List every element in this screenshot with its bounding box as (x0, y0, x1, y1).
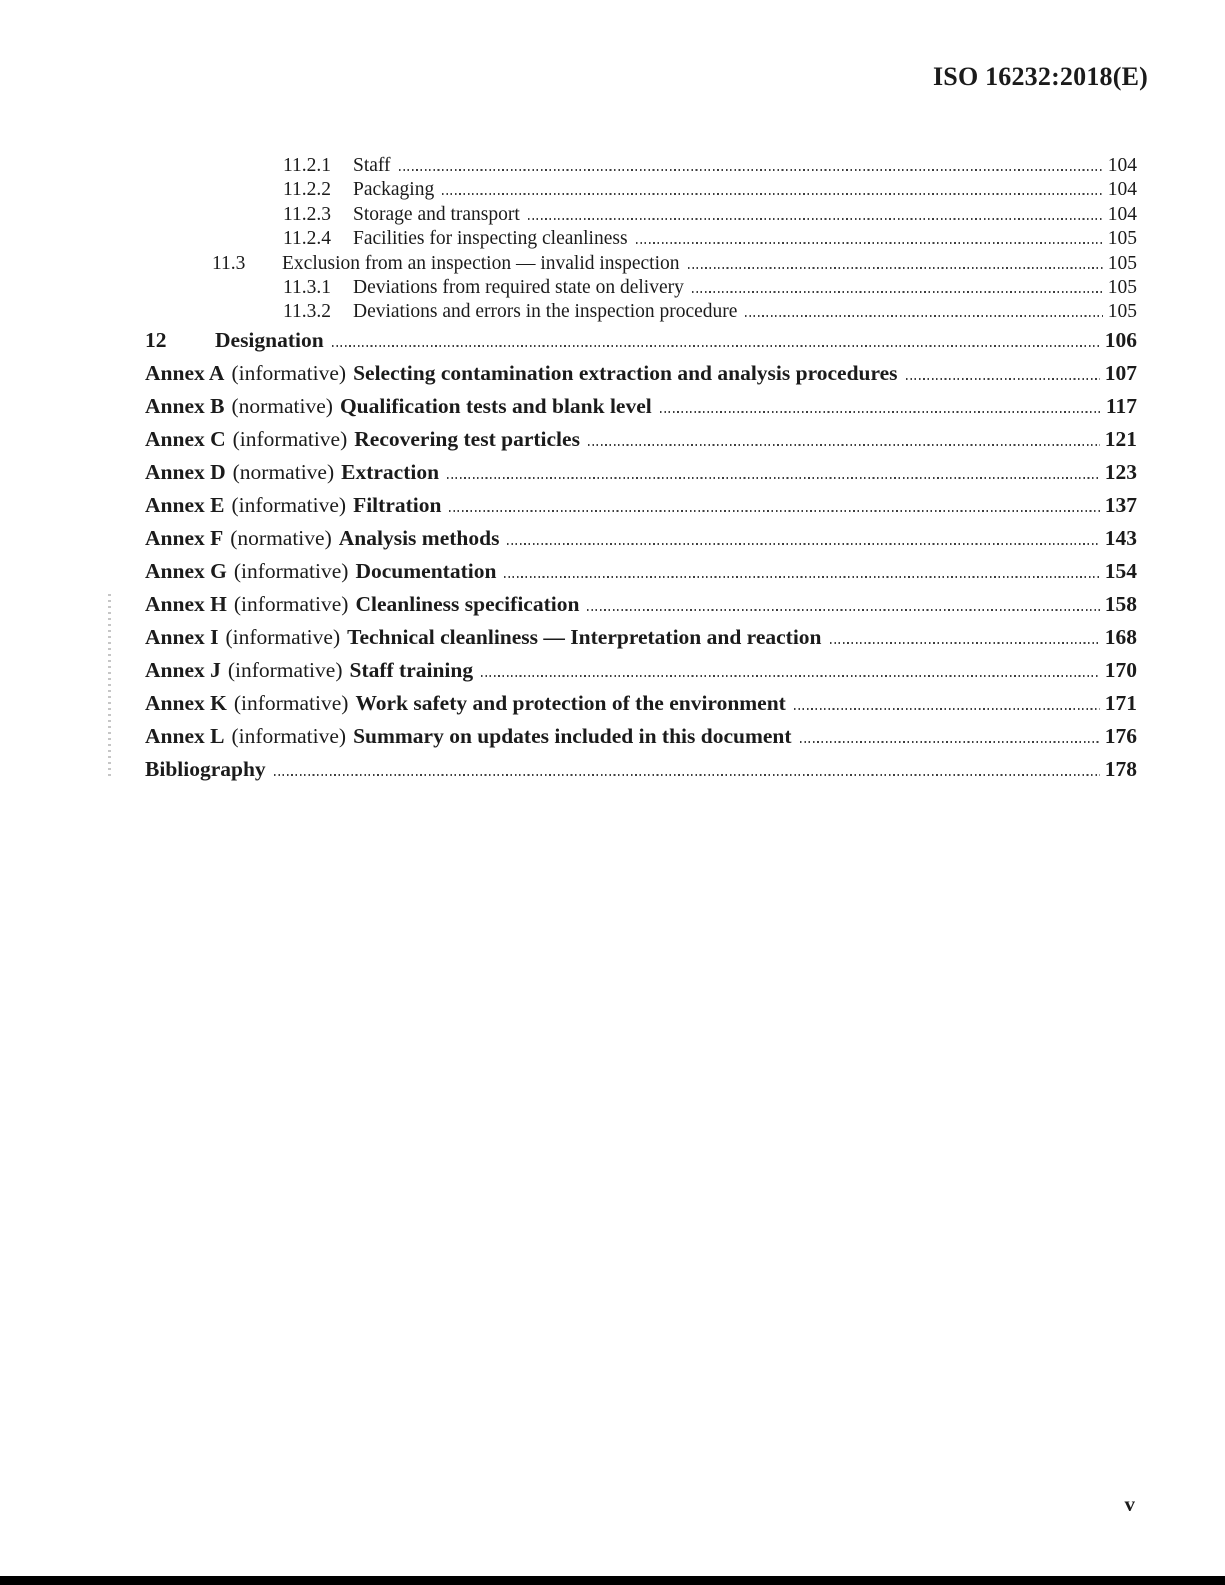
toc-entry-row (145, 659, 1137, 682)
dot-leader (274, 774, 1100, 776)
toc-entry-number: 11.2.1 (283, 155, 332, 176)
toc-entry-page: 104 (1107, 155, 1137, 176)
dot-leader (800, 741, 1100, 743)
toc-entry-row (145, 276, 1137, 300)
toc-entry-title: Deviations from required state on delivery (353, 277, 684, 299)
dot-leader (332, 345, 1100, 347)
toc-entry-qualifier: (normative) (232, 459, 335, 484)
toc-entry-number: Annex L (145, 723, 225, 748)
toc-entry-number: 11.3 (212, 252, 246, 274)
toc-entry-qualifier: (informative) (231, 492, 347, 517)
document-reference: ISO 16232:2018(E) (932, 62, 1148, 91)
toc-entry-number: 11.2.4 (283, 228, 332, 250)
toc-entry-page: 170 (1104, 657, 1137, 682)
toc-entry-page: 105 (1107, 228, 1137, 250)
toc-entry-number: Annex G (145, 558, 227, 583)
dot-leader (399, 169, 1103, 171)
toc-entry-title: Summary on updates included in this document (353, 723, 792, 748)
dot-leader (528, 218, 1103, 220)
toc-entry-title: Bibliography (145, 756, 266, 781)
dot-leader (447, 477, 1100, 479)
dot-leader (830, 642, 1100, 644)
dot-leader (587, 609, 1099, 611)
toc-entry-page: 178 (1104, 756, 1137, 781)
toc-entry-number: Annex F (145, 525, 224, 550)
toc-entry-page: 104 (1107, 203, 1137, 225)
toc-entry-title: Analysis methods (338, 525, 500, 550)
toc-entry-row (145, 593, 1137, 616)
toc-entry-qualifier: (informative) (233, 591, 349, 616)
toc-entry-row (145, 428, 1137, 451)
toc-entry-title: Deviations and errors in the inspection procedure (353, 301, 738, 323)
toc-entry-title: Selecting contamination extraction and analysis procedures (353, 360, 898, 385)
toc-entry-title: Staff (353, 155, 391, 176)
left-margin-scan-artifact (108, 594, 111, 776)
toc-entry-qualifier: (informative) (231, 723, 347, 748)
dot-leader (688, 267, 1103, 269)
toc-entry-title: Recovering test particles (354, 426, 580, 451)
toc-entry-number: Annex K (145, 690, 227, 715)
toc-entry-title: Extraction (341, 459, 440, 484)
toc-entry-title: Documentation (355, 558, 497, 583)
bottom-scan-edge (0, 1576, 1225, 1585)
toc-entry-page: 105 (1107, 277, 1137, 299)
toc-entry-row (145, 461, 1137, 484)
toc-entry-title: Facilities for inspecting cleanliness (353, 228, 628, 250)
toc-entry-page: 143 (1104, 525, 1137, 550)
toc-entry-row (145, 758, 1137, 781)
toc-entry-number: Annex C (145, 426, 226, 451)
dot-leader (794, 708, 1100, 710)
toc-entry-qualifier: (informative) (233, 690, 349, 715)
toc-entry-number: 11.3.1 (283, 277, 332, 299)
dot-leader (507, 543, 1099, 545)
toc-entry-row (145, 527, 1137, 550)
toc-entry-row (145, 626, 1137, 649)
toc-entry-page: 107 (1104, 360, 1137, 385)
toc-entry-number: Annex E (145, 492, 225, 517)
dot-leader (660, 411, 1101, 413)
toc-entry-title: Designation (215, 327, 324, 352)
toc-entry-qualifier: (informative) (225, 624, 341, 649)
toc-entry-qualifier: (informative) (232, 426, 348, 451)
toc-main-entries (145, 329, 1137, 781)
table-of-contents (145, 154, 1137, 781)
toc-entry-number: Annex J (145, 657, 221, 682)
dot-leader (692, 291, 1103, 293)
toc-entry-title: Technical cleanliness — Interpretation and reaction (347, 624, 822, 649)
toc-entry-row (145, 154, 1137, 178)
toc-entry-qualifier: (normative) (230, 525, 332, 550)
toc-entry-page: 171 (1104, 690, 1137, 715)
toc-entry-row (145, 395, 1137, 418)
toc-entry-page: 176 (1104, 723, 1137, 748)
toc-entry-title: Packaging (353, 179, 435, 201)
toc-entry-page: 117 (1105, 393, 1137, 418)
toc-entry-title: Exclusion from an inspection — invalid inspection (282, 252, 680, 274)
toc-entry-title: Filtration (353, 492, 442, 517)
toc-entry-page: 106 (1104, 327, 1137, 352)
toc-entry-page: 168 (1104, 624, 1137, 649)
toc-entry-number: Annex D (145, 459, 226, 484)
toc-entry-page: 105 (1107, 301, 1137, 323)
toc-entry-title: Qualification tests and blank level (339, 393, 652, 418)
toc-entry-number: Annex I (145, 624, 219, 649)
toc-entry-qualifier: (informative) (231, 360, 347, 385)
dot-leader (588, 444, 1100, 446)
toc-entry-page: 154 (1104, 558, 1137, 583)
toc-entry-row (145, 227, 1137, 251)
dot-leader (745, 315, 1102, 317)
toc-entry-number: 12 (145, 327, 167, 352)
dot-leader (906, 378, 1100, 380)
toc-entry-qualifier: (informative) (227, 657, 343, 682)
toc-entry-qualifier: (normative) (231, 393, 333, 418)
toc-entry-row (145, 692, 1137, 715)
dot-leader (442, 193, 1103, 195)
toc-sub-entries (145, 154, 1137, 325)
toc-entry-number: 11.2.3 (283, 203, 332, 225)
toc-entry-page: 158 (1104, 591, 1137, 616)
toc-entry-row (145, 560, 1137, 583)
toc-entry-number: 11.2.2 (283, 179, 332, 201)
dot-leader (449, 510, 1099, 512)
toc-entry-number: 11.3.2 (283, 301, 332, 323)
toc-entry-row (145, 203, 1137, 227)
toc-entry-page: 104 (1107, 179, 1137, 201)
dot-leader (481, 675, 1100, 677)
toc-entry-row (145, 329, 1137, 352)
toc-entry-page: 137 (1104, 492, 1137, 517)
toc-entry-page: 121 (1104, 426, 1137, 451)
toc-entry-row (145, 300, 1137, 324)
toc-entry-page: 105 (1107, 252, 1137, 274)
toc-entry-row (145, 362, 1137, 385)
dot-leader (636, 242, 1103, 244)
toc-entry-row (145, 252, 1137, 276)
toc-entry-row (145, 178, 1137, 202)
toc-entry-number: Annex B (145, 393, 225, 418)
toc-entry-qualifier: (informative) (233, 558, 349, 583)
toc-entry-number: Annex A (145, 360, 225, 385)
toc-entry-title: Storage and transport (353, 203, 520, 225)
toc-entry-row (145, 494, 1137, 517)
toc-entry-number: Annex H (145, 591, 227, 616)
toc-entry-title: Staff training (349, 657, 474, 682)
toc-entry-title: Cleanliness specification (355, 591, 580, 616)
dot-leader (504, 576, 1099, 578)
toc-entry-row (145, 725, 1137, 748)
toc-entry-title: Work safety and protection of the environment (355, 690, 786, 715)
toc-entry-page: 123 (1104, 459, 1137, 484)
folio-page-number: v (1124, 1492, 1135, 1516)
